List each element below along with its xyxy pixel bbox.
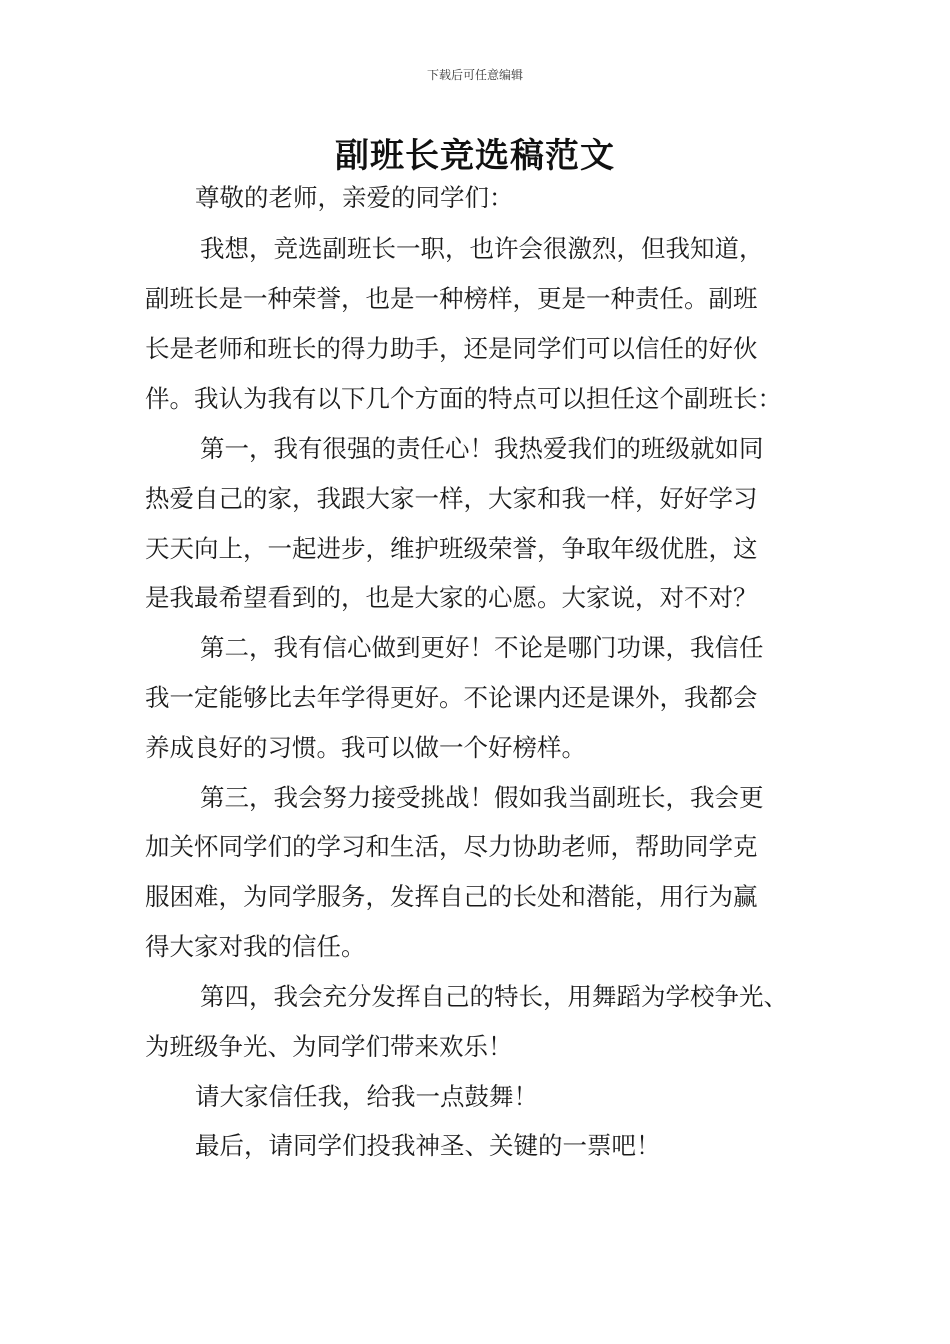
header-note: 下载后可任意编辑	[426, 68, 523, 82]
paragraph-line: 加关怀同学们的学习和生活，尽力协助老师，帮助同学克	[145, 832, 758, 861]
paragraph-line: 第三，我会努力接受挑战！假如我当副班长，我会更	[200, 783, 764, 812]
paragraph-line: 副班长是一种荣誉，也是一种榜样，更是一种责任。副班	[145, 284, 758, 313]
paragraph-line: 请大家信任我，给我一点鼓舞！	[195, 1082, 538, 1111]
paragraph-line: 为班级争光、为同学们带来欢乐！	[145, 1032, 513, 1061]
paragraph-line: 是我最希望看到的，也是大家的心愿。大家说，对不对？	[145, 583, 758, 612]
paragraph-line: 得大家对我的信任。	[145, 932, 366, 961]
paragraph-line: 长是老师和班长的得力助手，还是同学们可以信任的好伙	[145, 334, 758, 363]
paragraph-line: 我想，竞选副班长一职，也许会很激烈，但我知道，	[200, 234, 764, 263]
document-title: 副班长竞选稿范文	[335, 136, 615, 176]
paragraph-line: 服困难，为同学服务，发挥自己的长处和潜能，用行为赢	[145, 882, 758, 911]
paragraph-line: 伴。我认为我有以下几个方面的特点可以担任这个副班长：	[145, 384, 782, 413]
paragraph-line: 第一，我有很强的责任心！我热爱我们的班级就如同	[200, 434, 764, 463]
closing-line: 最后，请同学们投我神圣、关键的一票吧！	[195, 1131, 661, 1160]
paragraph-line: 第二，我有信心做到更好！不论是哪门功课，我信任	[200, 633, 764, 662]
paragraph-line: 热爱自己的家，我跟大家一样，大家和我一样，好好学习	[145, 484, 758, 513]
paragraph-line: 第四，我会充分发挥自己的特长，用舞蹈为学校争光、	[200, 982, 788, 1011]
paragraph-line: 养成良好的习惯。我可以做一个好榜样。	[145, 733, 586, 762]
salutation: 尊敬的老师，亲爱的同学们：	[195, 183, 514, 212]
paragraph-line: 天天向上，一起进步，维护班级荣誉，争取年级优胜，这	[145, 534, 758, 563]
paragraph-line: 我一定能够比去年学得更好。不论课内还是课外，我都会	[145, 683, 758, 712]
